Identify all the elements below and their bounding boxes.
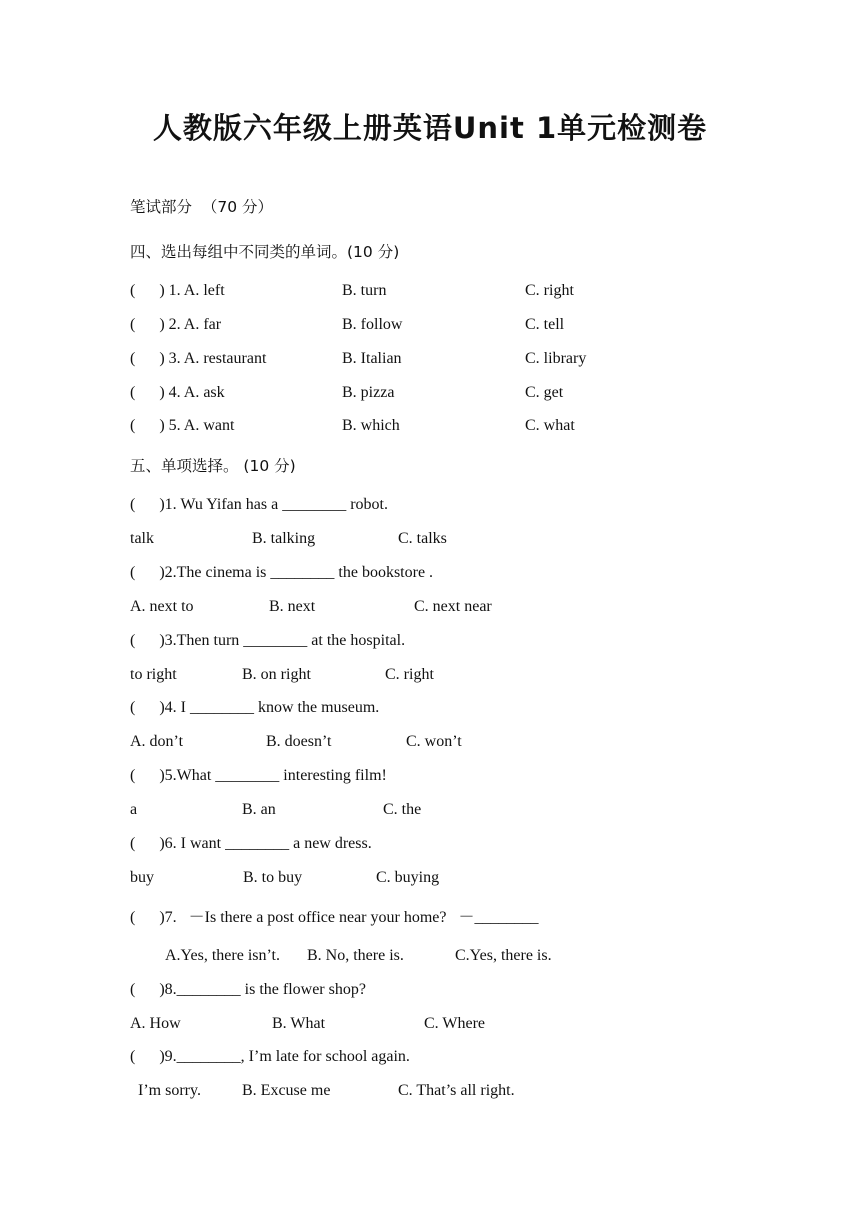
written-part-label: 笔试部分 （70 分） <box>130 198 274 216</box>
s5-q7-stem: ( )7. －Is there a post office near your home? －________ <box>130 909 539 926</box>
s4-q3-option-c: C. library <box>525 350 587 367</box>
s5-q2-option-c: C. next near <box>414 598 492 615</box>
s5-q7-option-b: B. No, there is. <box>307 947 404 964</box>
s5-q9-option-a: I’m sorry. <box>138 1082 201 1099</box>
s5-q6-stem: ( )6. I want ________ a new dress. <box>130 835 372 852</box>
s5-q4-option-b: B. doesn’t <box>266 733 332 750</box>
s5-q9-stem: ( )9.________, I’m late for school again. <box>130 1048 410 1065</box>
s5-q5-option-c: C. the <box>383 801 422 818</box>
page-title: 人教版六年级上册英语Unit 1单元检测卷 <box>152 111 708 145</box>
s4-q5-option-b: B. which <box>342 417 400 434</box>
s5-q3-stem: ( )3.Then turn ________ at the hospital. <box>130 632 406 649</box>
s5-q3-option-a: to right <box>130 666 177 683</box>
s5-q9-option-c: C. That’s all right. <box>398 1082 515 1099</box>
s4-q4-option-c: C. get <box>525 384 564 401</box>
s4-q4-option-b: B. pizza <box>342 384 395 401</box>
s4-q3-option-b: B. Italian <box>342 350 402 367</box>
s4-q5-option-c: C. what <box>525 417 575 434</box>
s5-q1-stem: ( )1. Wu Yifan has a ________ robot. <box>130 496 388 513</box>
s5-q8-stem: ( )8.________ is the flower shop? <box>130 981 366 998</box>
s4-q4-option-a: ( ) 4. A. ask <box>130 384 225 401</box>
s5-q1-option-b: B. talking <box>252 530 316 547</box>
s5-q8-option-a: A. How <box>130 1015 181 1032</box>
s5-q9-option-b: B. Excuse me <box>242 1082 331 1099</box>
s4-q3-option-a: ( ) 3. A. restaurant <box>130 350 267 367</box>
s5-q5-option-a: a <box>130 801 138 818</box>
s5-q8-option-b: B. What <box>272 1015 326 1032</box>
s5-q4-stem: ( )4. I ________ know the museum. <box>130 699 380 716</box>
s5-q2-stem: ( )2.The cinema is ________ the bookstore . <box>130 564 434 581</box>
s5-q1-option-a: talk <box>130 530 154 547</box>
s4-q1-option-a: ( ) 1. A. left <box>130 282 225 299</box>
s4-q2-option-c: C. tell <box>525 316 565 333</box>
s5-q6-option-a: buy <box>130 869 154 886</box>
s5-q8-option-c: C. Where <box>424 1015 486 1032</box>
s5-q7-option-a: A.Yes, there isn’t. <box>165 947 280 964</box>
s5-q4-option-c: C. won’t <box>406 733 462 750</box>
s4-q1-option-c: C. right <box>525 282 574 299</box>
s5-q3-option-b: B. on right <box>242 666 311 683</box>
s5-q3-option-c: C. right <box>385 666 434 683</box>
s5-q2-option-a: A. next to <box>130 598 194 615</box>
s5-q6-option-c: C. buying <box>376 869 440 886</box>
section-5-heading: 五、单项选择。 (10 分) <box>130 457 296 475</box>
section-4-heading: 四、选出每组中不同类的单词。(10 分) <box>130 243 400 261</box>
s5-q4-option-a: A. don’t <box>130 733 184 750</box>
s5-q1-option-c: C. talks <box>398 530 447 547</box>
s4-q2-option-b: B. follow <box>342 316 403 333</box>
s5-q7-option-c: C.Yes, there is. <box>455 947 552 964</box>
s4-q2-option-a: ( ) 2. A. far <box>130 316 222 333</box>
s5-q2-option-b: B. next <box>269 598 316 615</box>
s4-q1-option-b: B. turn <box>342 282 387 299</box>
s5-q5-option-b: B. an <box>242 801 276 818</box>
s5-q6-option-b: B. to buy <box>243 869 303 886</box>
s5-q5-stem: ( )5.What ________ interesting film! <box>130 767 387 784</box>
s4-q5-option-a: ( ) 5. A. want <box>130 417 235 434</box>
